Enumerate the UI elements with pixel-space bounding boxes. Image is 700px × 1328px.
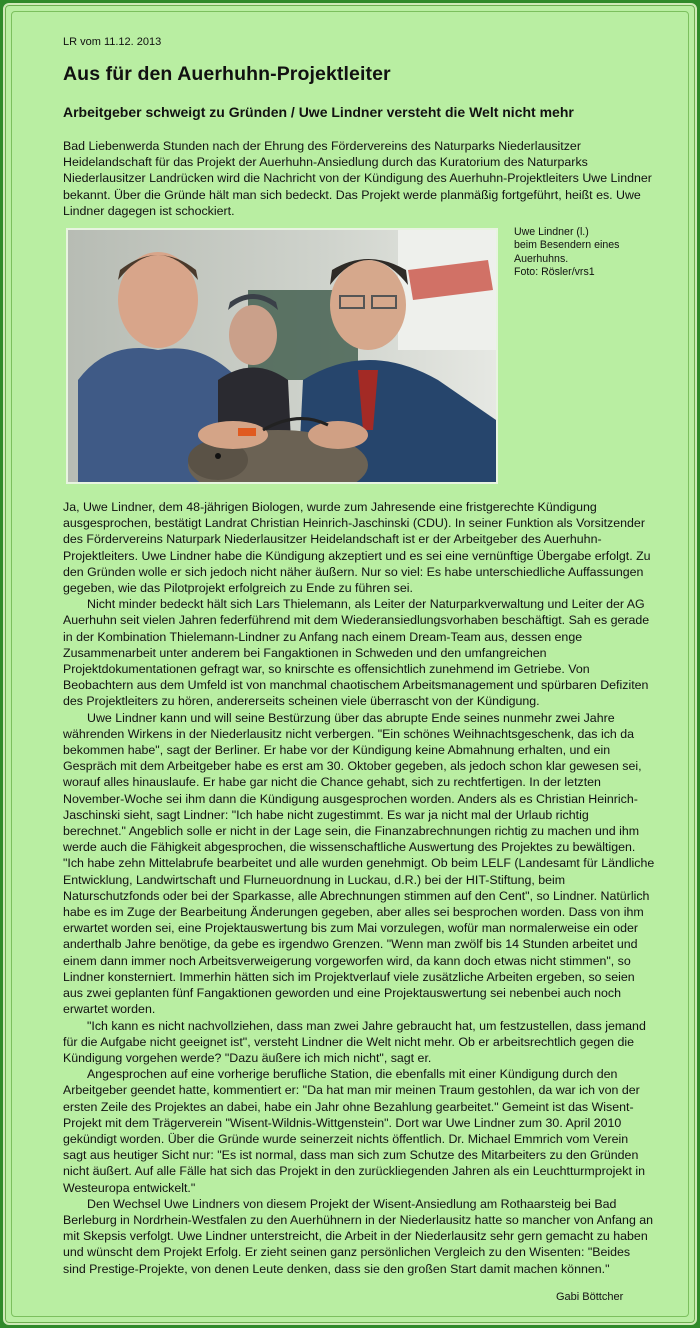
article-headline: Aus für den Auerhuhn-Projektleiter xyxy=(63,63,391,85)
article-lead: Bad Liebenwerda Stunden nach der Ehrung des Fördervereins des Naturparks Niederlausitzer Heidelandschaft für das Projekt der Auerhuhn-Ansiedlung durch das Kuratorium des Naturparks Niederlausitzer Landrücken wird die Nachricht von der Kündigung des Auerhuhn-Projektleiters Uwe Lindner bekannt. Über die Gründe hält man sich bedeckt. Das Projekt werde planmäßig fortgeführt, heißt es. Uwe Lindner dagegen ist schockiert. xyxy=(63,139,652,218)
body-paragraph: Ja, Uwe Lindner, dem 48-jährigen Biologen, wurde zum Jahresende eine fristgerechte Kündigung ausgesprochen, bestätigt Landrat Christian Heinrich-Jaschinski (CDU). In seiner Funktion als Vorsitzender des Fördervereins Naturpark Niederlausitzer Heidelandschaft ist er der Arbeitgeber des Auerhuhn-Projektleiters. Uwe Lindner habe die Kündigung akzeptiert und es sei eine vernünftige Übergabe erfolgt. Zu den Gründen wolle er sich jedoch nicht näher äußern. Nur so viel: Es habe unterschiedliche Auffassungen gegeben, wie das Pilotprojekt erfolgreich zu Ende zu führen sei. xyxy=(63,500,651,596)
body-paragraph: Uwe Lindner kann und will seine Bestürzung über das abrupte Ende seines nunmehr zwei Jahre währenden Wirkens in der Niederlausitz nicht verbergen. "Ein schönes Weihnachtsgeschenk, das ich da bekommen habe", sagt der Berliner. Er habe vor der Kündigung keine Abmahnung erhalten, und ein Gespräch mit dem Arbeitgeber habe es erst am 30. Oktober gegeben, als jedoch schon klar gewesen sei, worauf alles hinauslaufe. Er habe gar nicht die Chance gehabt, sich zu rechtfertigen. In der letzten November-Woche sei ihm dann die Kündigung ausgesprochen worden. Anders als es Christian Heinrich- Jaschinski sieht, sagt Lindner: "Ich habe nicht zugestimmt. Es war ja nicht mal der Urlaub richtig berechnet." Angeblich solle er nicht in der Lage sein, die Finanzabrechnungen richtig zu machen und ihm werde auch die Fähigkeit abgesprochen, die wissenschaftliche Auswertung des Projektes zu bewältigen. "Ich habe zehn Mittelabrufe bearbeitet und alle wurden genehmigt. Ob beim LELF (Landesamt für Ländliche Entwicklung, Landwirtschaft und Flurneuordnung in Luckau, d.R.) bei der HIT-Stiftung, beim Naturschutzfonds oder bei der Sparkasse, alle Abrechnungen stimmen auf den Cent", so Lindner. Natürlich habe es im Zuge der Bearbeitung Änderungen gegeben, aber alles sei besprochen worden. Dass von ihm erwartet worden sei, eine Projektauswertung bis zum Mai vorzulegen, wofür man normalerweise ein oder anderthalb Jahre benötige, da gebe es irgendwo Grenzen. "Wenn man zwölf bis 14 Stunden arbeitet und einem dann immer noch Arbeitsverweigerung vorgeworfen wird, da kann doch etwas nicht stimmen", so Lindner konsterniert. Immerhin hätten sich im Projektverlauf viele zusätzliche Arbeiten ergeben, so seien aus zwei geplanten fünf Fangaktionen geworden und eine Projektauswertung sei nebenbei auch noch erwartet worden. xyxy=(63,710,655,1017)
article-author: Gabi Böttcher xyxy=(556,1291,624,1303)
article-body xyxy=(63,499,655,1277)
body-paragraph: Nicht minder bedeckt hält sich Lars Thielemann, als Leiter der Naturparkverwaltung und Leiter der AG Auerhuhn seit vielen Jahren federführend mit dem Wiederansiedlungsvorhaben beschäftigt. Sah es gerade in der Kombination Thielemann-Lindner zu Anfang nach einem Dream-Team aus, dessen enge Zusammenarbeit unter anderem bei Fangaktionen in Schweden und den umfangreichen Projektdokumentationen gefragt war, so knirschte es offensichtlich zunehmend im Getriebe. Von Beobachtern aus dem Umfeld ist von manchmal chaotischem Arbeitsmanagement und spürbaren Defiziten des Projektleiters zu hören, andererseits scheinen viele überrascht von der Kündigung. xyxy=(63,597,650,709)
photo-caption xyxy=(514,226,654,280)
caption-line: Foto: Rösler/vrs1 xyxy=(514,266,595,279)
publication-date: LR vom 11.12. 2013 xyxy=(63,36,162,48)
caption-line: Auerhuhns. xyxy=(514,252,569,265)
body-paragraph: Den Wechsel Uwe Lindners von diesem Projekt der Wisent-Ansiedlung am Rothaarsteig bei Bad Berleburg in Nordrhein-Westfalen zu den Auerhühnern in der Niederlausitz hatte so mancher von Anfang an mit Skepsis verfolgt. Uwe Lindner unterstreicht, die Arbeit in der Niederlausitz sehr gern gemacht zu haben und wünscht dem Projekt Erfolg. Er zieht seinen ganz persönlichen Vergleich zu den Wisenten: "Beides sind Prestige-Projekte, von denen Leute denken, dass sie den großen Start damit machen können." xyxy=(63,1196,654,1276)
body-paragraph: Angesprochen auf eine vorherige berufliche Station, die ebenfalls mit einer Kündigung durch den Arbeitgeber geendet hatte, kommentiert er: "Da hat man mir meinen Traum gestohlen, da war ich von der ersten Zeile des Projektes an dabei, habe ein Jahr ohne Bezahlung gearbeitet." Gemeint ist das Wisent-Projekt mit dem Trägerverein "Wisent-Wildnis-Wittgenstein". Dort war Uwe Lindner zum 30. April 2010 gekündigt worden. Über die Gründe wurde seinerzeit nichts öffentlich. Dr. Michael Emmrich vom Verein sagt aus heutiger Sicht nur: "Es ist normal, dass man sich zum Schutze des Mitarbeiters zu den Gründen nicht äußert. Auf alle Fälle hat sich das Projekt in den zurückliegenden Jahren als ein Leuchtturmprojekt in Westeuropa entwickelt." xyxy=(63,1067,645,1195)
article-subheadline: Arbeitgeber schweigt zu Gründen / Uwe Lindner versteht die Welt nicht mehr xyxy=(63,104,574,120)
article-photo xyxy=(66,228,498,484)
caption-line: Uwe Lindner (l.) xyxy=(514,226,589,238)
caption-line: beim Besendern eines xyxy=(514,239,620,252)
body-paragraph: "Ich kann es nicht nachvollziehen, dass man zwei Jahre gebraucht hat, um festzustellen, dass jemand für die Aufgabe nicht geeignet ist", versteht Lindner die Welt nicht mehr. Ob er arbeitsrechtlich gegen die Kündigung vorgehen werde? "Dazu äußere ich mich nicht", sagt er. xyxy=(63,1018,646,1065)
